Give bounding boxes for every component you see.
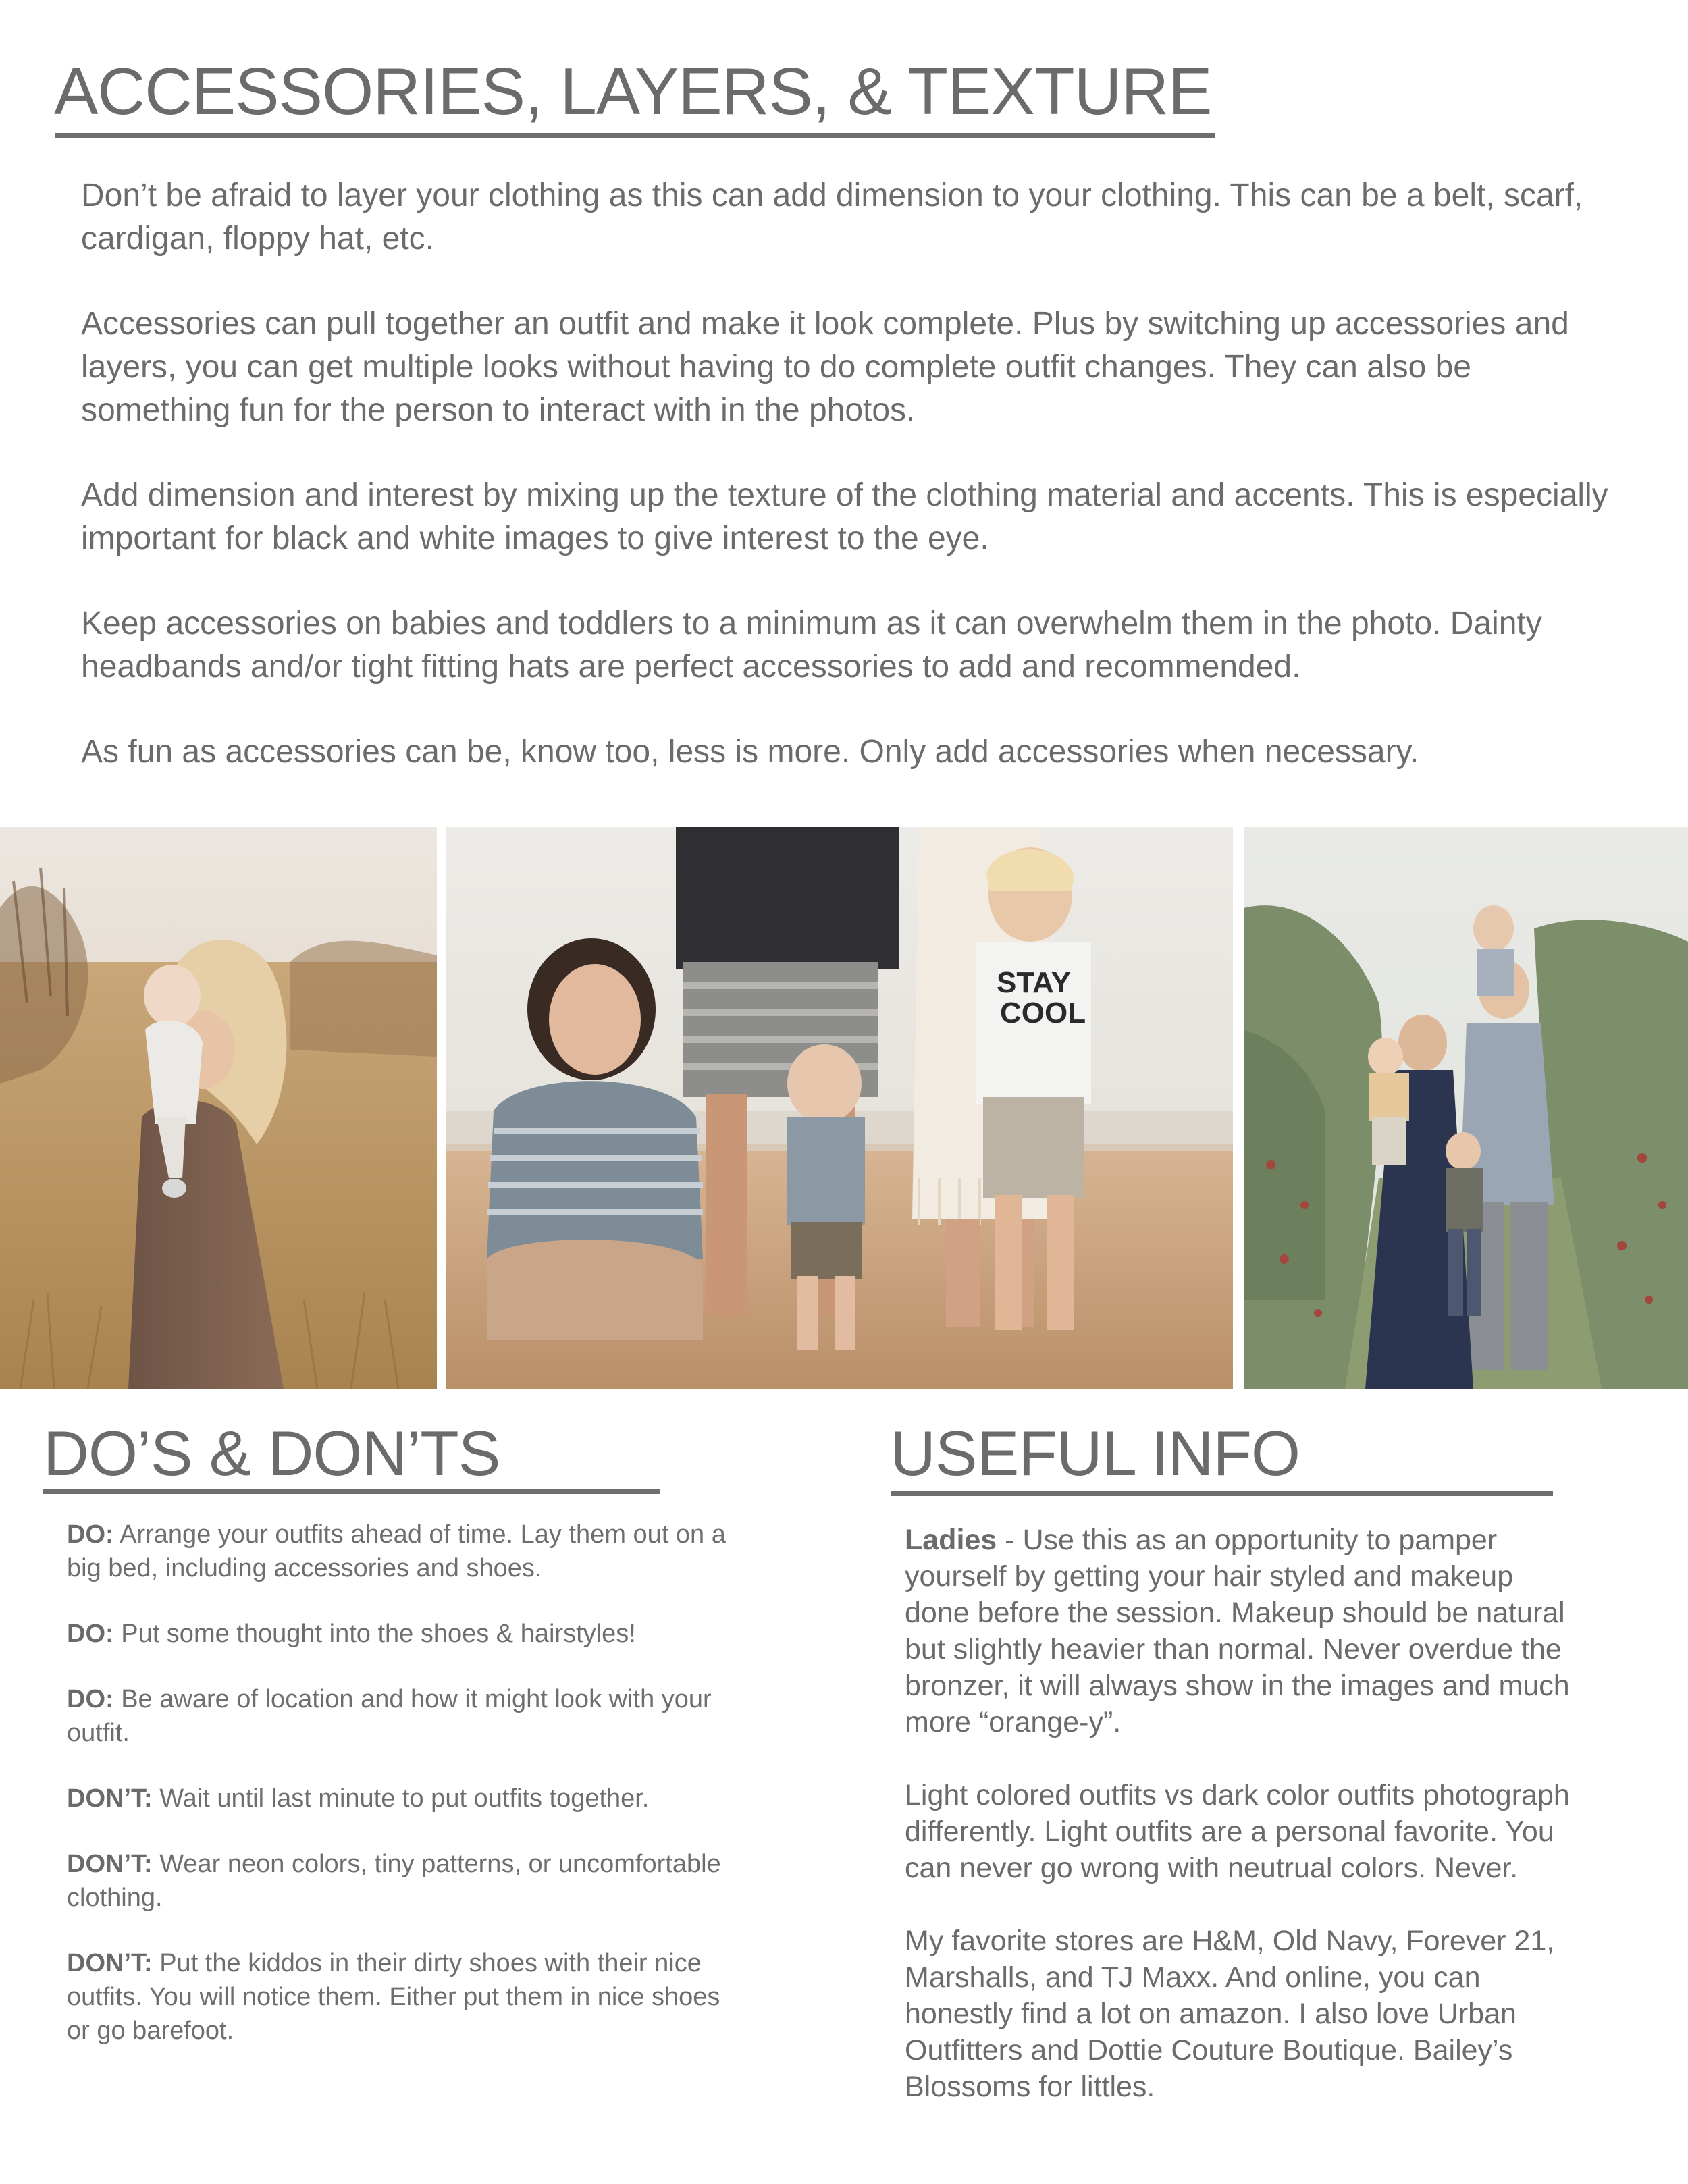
info-text-ladies: - Use this as an opportunity to pamper yourself by getting your hair styled and makeup done before the session. Makeup should be natural but slightly heavier than normal. Never overdue the bronzer, it will always show in the images and much more “orange-y”. — [905, 1524, 1570, 1738]
photo-mother-baby-field-image — [0, 827, 437, 1389]
tshirt-text-stay: STAY — [997, 966, 1072, 999]
list-item — [67, 1682, 735, 1750]
photo-family-beach — [446, 827, 1233, 1389]
intro-paragraph: Keep accessories on babies and toddlers to a minimum as it can overwhelm them in the photo. Dainty headbands and/or tight fitting hats are perfect accessories to add and recommended. — [81, 606, 1542, 685]
dos-donts-list — [67, 1518, 735, 2079]
item-text: Arrange your outfits ahead of time. Lay them out on a big bed, including accessories and shoes. — [67, 1520, 726, 1582]
item-label: DON’T: — [67, 1949, 153, 1977]
intro-paragraph: As fun as accessories can be, know too, less is more. Only add accessories when necessary. — [81, 734, 1419, 770]
page-title: ACCESSORIES, LAYERS, & TEXTURE — [54, 54, 1212, 128]
photo-family-orchard — [1244, 827, 1688, 1389]
photo-mother-baby-field — [0, 827, 437, 1389]
list-item — [67, 1946, 735, 2048]
intro-paragraph: Add dimension and interest by mixing up the texture of the clothing material and accents. This is especially important for black and white images to give interest to the eye. — [81, 477, 1608, 556]
list-item — [67, 1518, 735, 1585]
useful-info-underline — [891, 1491, 1553, 1496]
photo-family-beach-image — [446, 827, 1233, 1389]
item-text: Put the kiddos in their dirty shoes with their nice outfits. You will notice them. Either put them in nice shoes or go barefoot. — [67, 1949, 720, 2045]
item-label: DO: — [67, 1620, 114, 1648]
info-paragraph-stores: My favorite stores are H&M, Old Navy, Forever 21, Marshalls, and TJ Maxx. And online, you can honestly find a lot on amazon. I also love Urban Outfitters and Dottie Couture Boutique. Bailey’s Blossoms for littles. — [905, 1925, 1555, 2103]
list-item — [67, 1782, 735, 1815]
title-underline — [55, 133, 1215, 138]
info-paragraph-outfits: Light colored outfits vs dark color outfits photograph differently. Light outfits are a personal favorite. You can never go wrong with neutrual colors. Never. — [905, 1779, 1570, 1884]
useful-info-title: USEFUL INFO — [890, 1418, 1300, 1489]
intro-section — [81, 174, 1620, 816]
intro-paragraph: Accessories can pull together an outfit and make it look complete. Plus by switching up accessories and layers, you can get multiple looks without having to do complete outfit changes. They can also be something fun for the person to interact with in the photos. — [81, 306, 1569, 428]
item-label: DON’T: — [67, 1850, 153, 1878]
item-label: DO: — [67, 1520, 114, 1549]
item-text: Wait until last minute to put outfits together. — [152, 1784, 650, 1813]
dos-donts-underline — [43, 1489, 660, 1494]
tshirt-text-cool: COOL — [1000, 996, 1086, 1030]
item-text: Wear neon colors, tiny patterns, or uncomfortable clothing. — [67, 1850, 721, 1912]
list-item — [67, 1617, 735, 1651]
info-label-ladies: Ladies — [905, 1524, 997, 1556]
item-text: Put some thought into the shoes & hairstyles! — [113, 1620, 636, 1648]
info-paragraph-ladies — [905, 1522, 1580, 1740]
item-text: Be aware of location and how it might look with your outfit. — [67, 1685, 712, 1747]
item-label: DON’T: — [67, 1784, 153, 1813]
photo-family-orchard-image — [1244, 827, 1688, 1389]
dos-donts-title: DO’S & DON’TS — [43, 1418, 500, 1489]
intro-paragraph: Don’t be afraid to layer your clothing as this can add dimension to your clothing. This can be a belt, scarf, cardigan, floppy hat, etc. — [81, 178, 1583, 257]
list-item — [67, 1847, 735, 1915]
useful-info-section — [905, 1522, 1580, 2141]
item-label: DO: — [67, 1685, 114, 1713]
